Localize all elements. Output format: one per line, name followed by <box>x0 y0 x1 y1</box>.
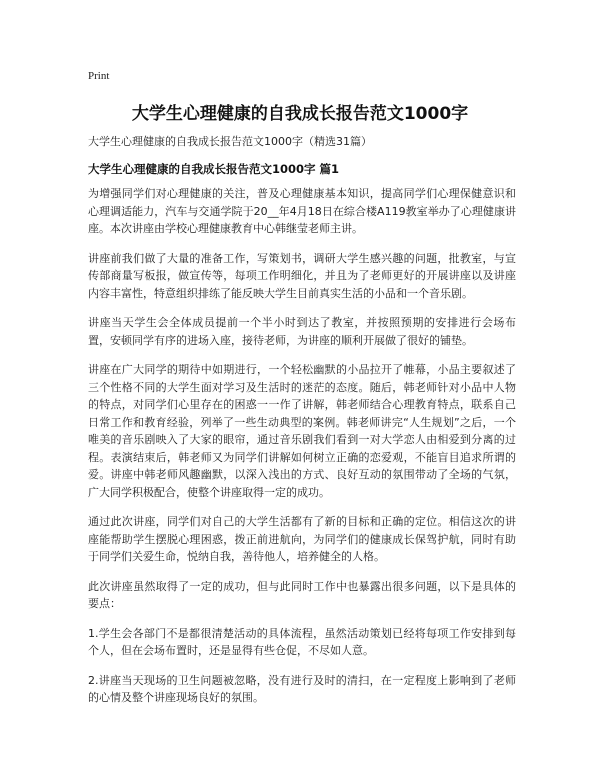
print-label[interactable]: Print <box>88 70 110 82</box>
section-heading: 大学生心理健康的自我成长报告范文1000字 篇1 <box>88 162 340 176</box>
paragraph-intro: 为增强同学们对心理健康的关注，普及心理健康基本知识，提高同学们心理保健意识和心理调适能力，汽车与交通学院于20__年4月18日在综合楼A119教室举办了心理健康讲座。本次讲座由学校心理健康教育中心韩继莹老师主讲。 <box>88 187 516 235</box>
paragraph-outcome: 通过此次讲座，同学们对自己的大学生活都有了新的目标和正确的定位。相信这次的讲座能帮助学生摆脱心理困惑，拨正前进航向，为同学们的健康成长保驾护航，同时有助于同学们关爱生命，悦纳自我，善待他人，培养健全的人格。 <box>88 515 516 563</box>
document-title: 大学生心理健康的自我成长报告范文1000字 <box>131 104 469 124</box>
paragraph-issue-1: 1.学生会各部门不是都很清楚活动的具体流程，虽然活动策划已经将每项工作安排到每个人，但在会场布置时，还是显得有些仓促，不尽如人意。 <box>88 626 516 657</box>
document-body <box>88 185 516 719</box>
paragraph-issue-2: 2.讲座当天现场的卫生问题被忽略，没有进行及时的清扫，在一定程度上影响到了老师的心情及整个讲座现场良好的氛围。 <box>88 673 516 704</box>
paragraph-preparation: 讲座前我们做了大量的准备工作，写策划书，调研大学生感兴趣的问题，批教室，与宣传部商量写板报，做宣传等，每项工作明细化，并且为了老师更好的开展讲座以及讲座内容丰富性，特意组织排练了能反映大学生目前真实生活的小品和一个音乐剧。 <box>88 251 516 300</box>
paragraph-lecture: 讲座在广大同学的期待中如期进行，一个轻松幽默的小品拉开了帷幕，小品主要叙述了三个性格不同的大学生面对学习及生活时的迷茫的态度。随后，韩老师针对小品中人物的特点，对同学们心里存在的困惑一一作了讲解，韩老师结合心理教育特点，联系自己日常工作和教育经验，列举了一些生动典型的案例。韩老师讲完“人生规划”之后，一个唯美的音乐剧映入了大家的眼帘，通过音乐剧我们看到一对大学恋人由相爱到分离的过程。表演结束后，韩老师又为同学们讲解如何树立正确的恋爱观，不能盲目追求所谓的爱。讲座中韩老师风趣幽默，以深入浅出的方式、良好互动的氛围带动了全场的气氛，广大同学积极配合，使整个讲座取得一定的成功。 <box>88 363 516 499</box>
paragraph-issues-intro: 此次讲座虽然取得了一定的成功，但与此同时工作中也暴露出很多问题，以下是具体的要点： <box>88 579 516 610</box>
document-subtitle: 大学生心理健康的自我成长报告范文1000字（精选31篇） <box>88 135 372 148</box>
paragraph-venue: 讲座当天学生会全体成员提前一个半小时到达了教室，并按照预期的安排进行会场布置，安顿同学有序的进场入座，接待老师，为讲座的顺利开展做了很好的铺垫。 <box>88 316 516 347</box>
